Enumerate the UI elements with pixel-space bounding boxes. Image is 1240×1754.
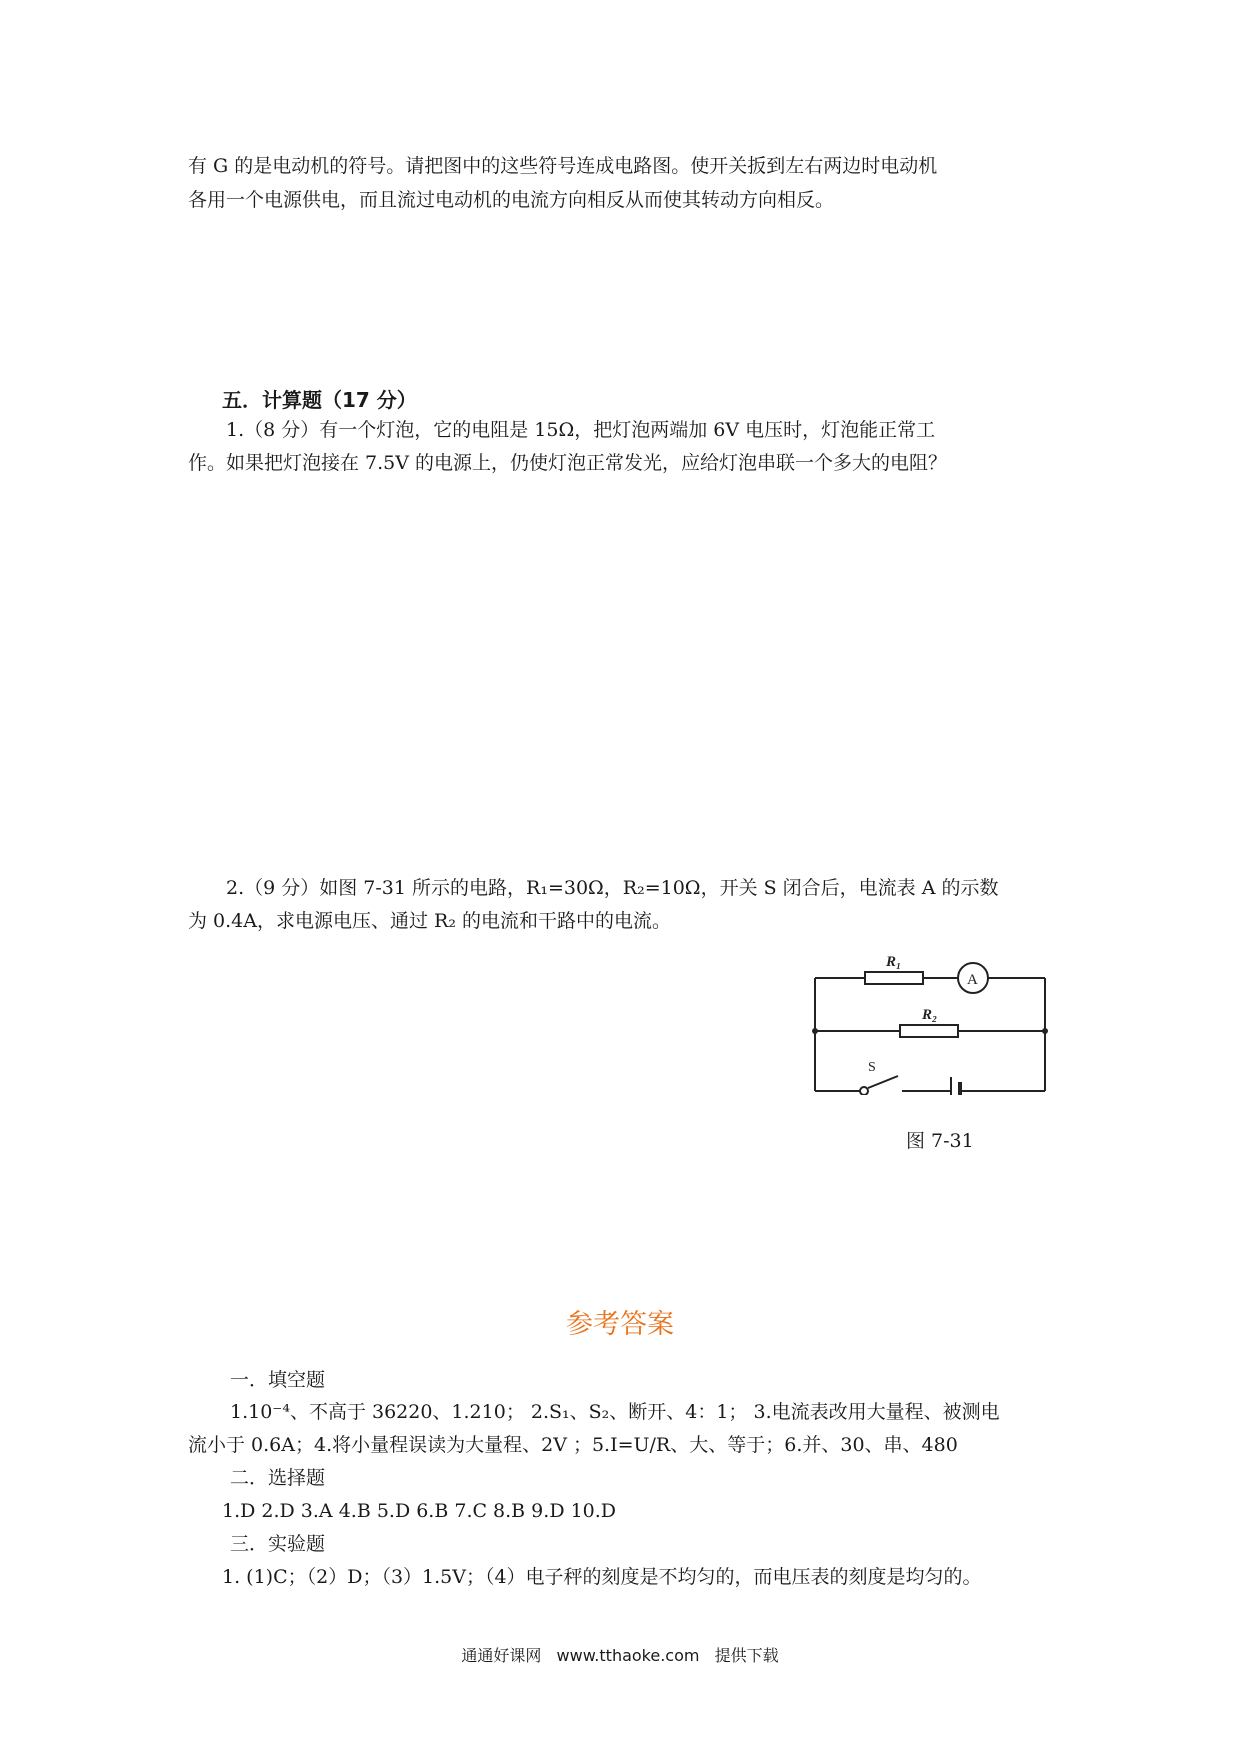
answers-fill-title: 一．填空题 xyxy=(230,1369,326,1391)
answers-choice-line: 1.D 2.D 3.A 4.B 5.D 6.B 7.C 8.B 9.D 10.D xyxy=(222,1500,617,1522)
answers-exp-title: 三．实验题 xyxy=(230,1533,326,1555)
footer-site: 通通好课网 xyxy=(461,1646,542,1665)
label-switch: S xyxy=(868,1060,876,1075)
switch-contact xyxy=(860,1087,868,1095)
answers-exp-line: 1. (1)C；（2）D；（3）1.5V；（4）电子秤的刻度是不均匀的，而电压表的刻度是均匀的。 xyxy=(222,1566,982,1588)
intro-line-2: 各用一个电源供电，而且流过电动机的电流方向相反从而使其转动方向相反。 xyxy=(188,189,835,211)
circuit-diagram xyxy=(800,945,1060,1095)
footer-note: 提供下载 xyxy=(714,1646,779,1665)
label-ammeter: A xyxy=(967,972,978,988)
q2-line-1: 2.（9 分）如图 7-31 所示的电路，R₁=30Ω，R₂=10Ω，开关 S 闭合后，电流表 A 的示数 xyxy=(226,877,999,899)
answers-fill-line-2: 流小于 0.6A；4.将小量程误读为大量程、2V ；5.I=U/R、大、等于；6.并、30、串、480 xyxy=(188,1434,958,1456)
q2-line-2: 为 0.4A，求电源电压、通过 R₂ 的电流和干路中的电流。 xyxy=(188,910,671,932)
resistor-r1 xyxy=(865,972,923,984)
answers-fill-line-1: 1.10⁻⁴、不高于 36220、1.210； 2.S₁、S₂、断开、4：1； 3.电流表改用大量程、被测电 xyxy=(230,1401,1000,1423)
figure-caption: 图 7-31 xyxy=(906,1130,974,1152)
switch-blade xyxy=(868,1076,898,1088)
intro-line-1: 有 G 的是电动机的符号。请把图中的这些符号连成电路图。使开关扳到左右两边时电动机 xyxy=(188,155,938,177)
resistor-r2 xyxy=(900,1025,958,1037)
answers-choice-title: 二．选择题 xyxy=(230,1467,326,1489)
q1-line-2: 作。如果把灯泡接在 7.5V 的电源上，仍使灯泡正常发光，应给灯泡串联一个多大的电阻？ xyxy=(188,452,948,474)
page-footer xyxy=(0,1643,1240,1666)
label-r2: R₂ xyxy=(922,1007,938,1023)
q1-line-1: 1.（8 分）有一个灯泡，它的电阻是 15Ω，把灯泡两端加 6V 电压时，灯泡能正常工 xyxy=(226,419,936,441)
junction-right xyxy=(1042,1028,1048,1034)
answers-title: 参考答案 xyxy=(566,1309,674,1340)
footer-url[interactable]: www.tthaoke.com xyxy=(556,1646,700,1665)
label-r1: R₁ xyxy=(886,954,902,970)
junction-left xyxy=(812,1028,818,1034)
section-heading: 五．计算题（17 分） xyxy=(222,388,417,412)
